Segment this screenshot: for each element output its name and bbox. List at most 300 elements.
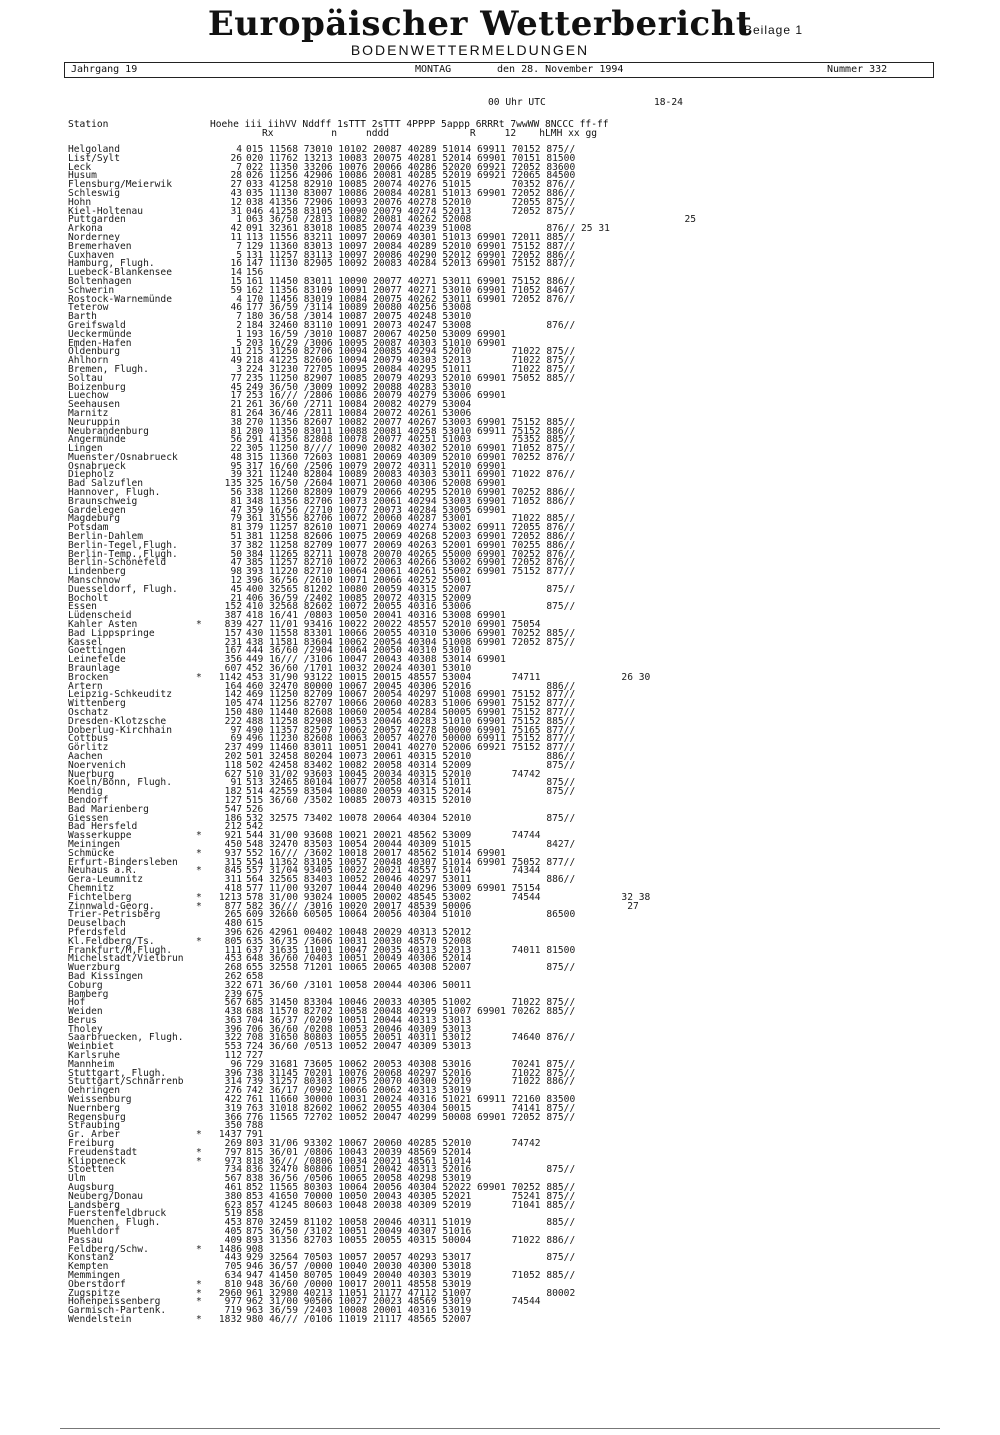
station-height: 112 <box>224 1050 242 1062</box>
station-code-groups: 704 36/37 /0209 10051 20044 40313 53013 <box>246 1014 472 1026</box>
station-height: 186 <box>224 812 242 824</box>
station-height: 39 <box>230 469 242 481</box>
station-code-groups: 658 <box>246 970 264 982</box>
station-name: Weissenburg <box>68 1094 132 1106</box>
issue-number-label: Nummer 332 <box>827 64 888 75</box>
station-name: Bendorf <box>68 794 109 806</box>
station-code-groups: 557 31/04 93405 10022 20021 48557 51014 74344 <box>246 865 541 877</box>
station-name: Cottbus <box>68 733 109 745</box>
station-height: 222 <box>224 715 242 727</box>
station-code-groups: 526 <box>246 803 264 815</box>
table-row <box>68 1111 948 1123</box>
station-table <box>68 146 948 1325</box>
station-height: 11 <box>230 231 242 243</box>
station-name: Wendelstein <box>68 1313 132 1325</box>
station-code-groups: 852 11565 80303 10064 20056 40304 52022 69901 70252 885// <box>246 1182 576 1194</box>
station-height: 1 <box>236 328 242 340</box>
station-code-groups: 729 31681 73605 10062 20053 40308 53016 70241 875// <box>246 1058 576 1070</box>
station-name: Giessen <box>68 812 109 824</box>
station-name: Muenchen, Flugh. <box>68 1217 161 1229</box>
station-code-groups: 688 11570 82702 10058 20048 40299 51007 69901 70262 885// <box>246 1006 576 1018</box>
station-height: 380 <box>224 1190 242 1202</box>
report-title: Europäischer Wetterbericht <box>207 4 753 44</box>
station-code-groups: 193 16/59 /3010 10087 20067 40250 53009 69901 <box>246 328 506 340</box>
station-code-groups: 280 11350 83011 10088 20081 40258 53010 69911 75152 886// <box>246 425 576 437</box>
station-height: 56 <box>230 487 242 499</box>
station-name: Ueckermünde <box>68 328 132 340</box>
station-code-groups: 170 11456 83019 10084 20075 40262 53011 69901 72052 876// <box>246 293 576 305</box>
station-height: 387 <box>224 610 242 622</box>
station-name: Gr. Arber <box>68 1129 120 1141</box>
station-height: 56 <box>230 434 242 446</box>
table-row <box>68 495 948 507</box>
station-height: 4 <box>236 293 242 305</box>
station-name: Berus <box>68 1014 97 1026</box>
station-height: 1142 <box>218 671 242 683</box>
station-code-groups: 184 32460 83110 10091 20073 40247 53008 876// <box>246 319 576 331</box>
station-height: 405 <box>224 1226 242 1238</box>
station-name: Manschnow <box>68 575 120 587</box>
station-height: 21 <box>230 592 242 604</box>
station-height: 623 <box>224 1199 242 1211</box>
observation-range: 18-24 <box>654 97 683 108</box>
table-row <box>68 911 948 920</box>
station-code-groups: 908 <box>246 1243 264 1255</box>
station-name: Gera-Leumnitz <box>68 874 144 886</box>
table-row <box>68 451 948 463</box>
station-height: 16 <box>230 258 242 270</box>
volume-label: Jahrgang 19 <box>71 64 138 75</box>
station-code-groups: 962 31/00 90506 10027 20023 48569 53019 74544 <box>246 1296 541 1308</box>
station-code-groups: 818 36/// /0806 10034 20021 48561 51014 <box>246 1155 472 1167</box>
table-row <box>68 293 948 305</box>
station-height: 7 <box>236 161 242 173</box>
mountain-marker: * <box>196 935 202 947</box>
station-code-groups: 131 11257 83113 10097 20086 40290 52012 69901 72052 886// <box>246 249 576 261</box>
station-code-groups: 385 11257 82710 10072 20063 40266 53002 69901 72052 876// <box>246 557 576 569</box>
station-height: 7 <box>236 240 242 252</box>
station-code-groups: 578 31/00 93024 10005 20002 48545 53002 74544 32 38 <box>246 891 651 903</box>
station-code-groups: 637 31635 11001 10047 20035 40313 52013 74011 81500 <box>246 944 576 956</box>
station-height: 366 <box>224 1111 242 1123</box>
station-name: Boizenburg <box>68 381 126 393</box>
station-code-groups: 270 11356 82607 10082 20077 40267 53003 69901 75152 885// <box>246 416 576 428</box>
station-name: Neuhaus a.R. <box>68 865 138 877</box>
station-height: 797 <box>224 1146 242 1158</box>
station-code-groups: 671 36/60 /3101 10058 20044 40306 50011 <box>246 979 472 991</box>
weekday-label: MONTAG <box>415 64 452 75</box>
station-code-groups: 418 16/41 /0803 10050 20041 40316 53008 69901 <box>246 610 506 622</box>
station-name: Aachen <box>68 750 103 762</box>
station-name: Schmücke <box>68 847 115 859</box>
station-code-groups: 648 36/60 /0403 10051 20049 40306 52014 <box>246 953 472 965</box>
station-name: Karlsruhe <box>68 1050 120 1062</box>
station-name: Nuernberg <box>68 1102 120 1114</box>
station-code-groups: 393 11220 82710 10064 20061 40261 55002 69901 75152 877// <box>246 566 576 578</box>
station-code-groups: 761 11660 30000 10031 20024 40316 51021 69911 72160 83500 <box>246 1094 576 1106</box>
station-name: Nuerburg <box>68 768 115 780</box>
station-name: Koeln/Bonn, Flugh. <box>68 777 172 789</box>
station-height: 81 <box>230 425 242 437</box>
station-code-groups: 815 36/01 /0806 10043 20039 48569 52014 <box>246 1146 472 1158</box>
station-height: 37 <box>230 539 242 551</box>
station-code-groups: 253 16/// /2806 10086 20079 40279 53006 69901 <box>246 390 506 402</box>
station-name: Schwerin <box>68 284 115 296</box>
station-code-groups: 488 11258 82908 10053 20046 40283 51010 69901 75152 885// <box>246 715 576 727</box>
supplement-label: Beilage 1 <box>744 23 804 37</box>
station-name: Osnabrueck <box>68 460 126 472</box>
station-height: 45 <box>230 583 242 595</box>
station-name: Straubing <box>68 1120 120 1132</box>
mountain-marker: * <box>196 891 202 903</box>
station-name: Lüdenscheid <box>68 610 132 622</box>
station-name: Braunlage <box>68 663 120 675</box>
station-name: Berlin-Temp.,Flugh. <box>68 548 178 560</box>
station-code-groups: 791 <box>246 1129 264 1141</box>
station-name: Doberlug-Kirchhain <box>68 724 172 736</box>
station-height: 91 <box>230 777 242 789</box>
station-height: 1832 <box>218 1313 242 1325</box>
station-name: Diepholz <box>68 469 115 481</box>
station-code-groups: 129 11360 83013 10097 20084 40289 52010 69901 75152 887// <box>246 240 576 252</box>
station-code-groups: 577 11/00 93207 10044 20040 40296 53009 69901 75154 <box>246 882 541 894</box>
station-code-groups: 626 42961 00402 10048 20029 40313 52012 <box>246 926 472 938</box>
station-name: Husum <box>68 170 97 182</box>
station-height: 1437 <box>218 1129 242 1141</box>
station-code-groups: 706 36/60 /0208 10053 20046 40309 53013 <box>246 1023 472 1035</box>
station-name: Berlin-Tegel,Flugh. <box>68 539 178 551</box>
station-code-groups: 453 31/90 93122 10015 20015 48557 53004 74711 26 30 <box>246 671 651 683</box>
station-name: Mannheim <box>68 1058 115 1070</box>
station-code-groups: 609 32660 60505 10064 20056 40304 51010 86500 <box>246 909 576 921</box>
station-height: 12 <box>230 575 242 587</box>
station-code-groups: 156 <box>246 267 264 279</box>
station-code-groups: 291 41356 82808 10078 20077 40251 51003 75352 885// <box>246 434 576 446</box>
station-code-groups: 510 31/02 93603 10045 20034 40315 52010 74742 <box>246 768 541 780</box>
table-row <box>68 920 948 929</box>
station-height: 95 <box>230 460 242 472</box>
station-name: Hohenpeissenberg <box>68 1296 161 1308</box>
station-code-groups: 063 36/50 /2813 10082 20081 40262 52008 <box>246 214 472 226</box>
table-row <box>68 568 948 577</box>
station-height: 127 <box>224 794 242 806</box>
station-name: Chemnitz <box>68 882 115 894</box>
station-name: Passau <box>68 1234 103 1246</box>
station-name: Oehringen <box>68 1085 120 1097</box>
station-code-groups: 980 46/// /0106 11019 21117 48565 52007 <box>246 1313 472 1325</box>
station-name: Berlin-Dahlem <box>68 531 144 543</box>
station-name: Oldenburg <box>68 346 120 358</box>
station-height: 150 <box>224 707 242 718</box>
station-height: 480 <box>224 918 242 930</box>
mountain-marker: * <box>196 1313 202 1325</box>
station-name: Dresden-Klotzsche <box>68 715 167 727</box>
station-height: 607 <box>224 663 242 675</box>
table-row <box>68 964 948 973</box>
station-height: 396 <box>224 1067 242 1079</box>
table-row <box>68 636 948 648</box>
table-row <box>68 1078 948 1087</box>
station-name: Bamberg <box>68 988 109 1000</box>
station-height: 810 <box>224 1278 242 1290</box>
station-code-groups: 544 31/00 93608 10021 20021 48562 53009 74744 <box>246 830 541 842</box>
station-code-groups: 738 31145 70201 10076 20068 40297 52016 71022 875// <box>246 1067 576 1079</box>
station-height: 42 <box>230 223 242 235</box>
station-code-groups: 015 11568 73010 10102 20087 40289 51014 69911 70152 875// <box>246 144 576 155</box>
mountain-marker: * <box>196 1155 202 1167</box>
station-code-groups: 857 41245 80603 10048 20038 40309 52019 71041 885// <box>246 1199 576 1211</box>
mountain-marker: * <box>196 1129 202 1141</box>
station-height: 21 <box>230 399 242 411</box>
station-code-groups: 515 36/60 /3502 10085 20073 40315 52010 <box>246 794 472 806</box>
station-code-groups: 361 31556 82706 10072 20060 40287 53001 71022 885// <box>246 513 576 525</box>
table-row <box>68 328 948 340</box>
station-code-groups: 147 11130 82905 10092 20083 40284 52013 69901 75152 887// <box>246 258 576 270</box>
station-code-groups: 635 36/35 /3606 10031 20030 48570 52008 <box>246 935 472 947</box>
station-height: 453 <box>224 1217 242 1229</box>
station-code-groups: 382 11258 82709 10077 20069 40263 52001 69901 70255 886// <box>246 539 576 551</box>
station-name: Greifswald <box>68 319 126 331</box>
table-row <box>68 1043 948 1052</box>
station-code-groups: 552 16/// /3602 10018 20017 48562 51014 69901 <box>246 847 506 859</box>
station-height: 47 <box>230 557 242 569</box>
station-height: 69 <box>230 733 242 745</box>
station-height: 111 <box>224 944 242 956</box>
table-row <box>68 1219 948 1228</box>
report-subtitle: BODENWETTERMELDUNGEN <box>350 42 590 58</box>
station-height: 438 <box>224 1006 242 1018</box>
station-height: 845 <box>224 865 242 877</box>
station-name: Neubrandenburg <box>68 425 149 437</box>
station-code-groups: 836 32470 80806 10051 20042 40313 52016 875// <box>246 1164 576 1176</box>
table-row <box>68 1313 948 1325</box>
station-height: 805 <box>224 935 242 947</box>
station-height: 105 <box>224 698 242 710</box>
mountain-marker: * <box>196 1287 202 1299</box>
station-height: 212 <box>224 821 242 833</box>
station-code-groups: 490 11357 82507 10062 20057 40278 50000 69901 75165 877// <box>246 724 576 736</box>
station-height: 322 <box>224 1032 242 1044</box>
station-name: Neuberg/Donau <box>68 1190 144 1202</box>
table-row <box>68 1008 948 1017</box>
station-height: 276 <box>224 1085 242 1097</box>
station-height: 50 <box>230 548 242 560</box>
station-name: Coburg <box>68 979 103 991</box>
station-code-groups: 542 <box>246 821 264 833</box>
station-code-groups: 338 11260 82809 10079 20066 40295 52010 69901 70252 886// <box>246 487 576 499</box>
station-code-groups: 742 36/17 /0902 10066 20062 40313 53019 <box>246 1085 472 1097</box>
mountain-marker: * <box>196 671 202 683</box>
bottom-rule <box>60 1428 940 1429</box>
station-name: Wittenberg <box>68 698 126 710</box>
station-code-groups: 038 41356 72906 10093 20076 40278 52010 72055 875// <box>246 196 576 208</box>
station-code-groups: 449 16/// /3106 10047 20043 40308 53014 69901 <box>246 654 506 666</box>
station-code-groups: 739 31257 80303 10075 20070 40300 52019 71022 886// <box>246 1076 576 1088</box>
table-row <box>68 656 948 665</box>
station-name: Arkona <box>68 223 103 235</box>
station-height: 157 <box>224 627 242 639</box>
station-code-groups: 963 36/59 /2403 10008 20001 40316 53019 <box>246 1305 472 1317</box>
station-code-groups: 317 16/60 /2506 10079 20072 40311 52010 69901 <box>246 460 506 472</box>
station-name: Rostock-Warnemünde <box>68 293 172 305</box>
observation-time: 00 Uhr UTC <box>488 97 546 108</box>
station-name: Luebeck-Blankensee <box>68 267 172 279</box>
station-code-groups: 224 31230 72705 10095 20084 40295 51011 71022 875// <box>246 363 576 375</box>
station-code-groups: 026 11256 42906 10086 20081 40285 52019 69921 72065 84500 <box>246 170 576 182</box>
station-code-groups: 410 32568 82602 10072 20055 40316 53006 875// <box>246 601 576 613</box>
station-height: 567 <box>224 997 242 1009</box>
station-height: 1 <box>236 214 242 226</box>
station-name: Weinbiet <box>68 1041 115 1053</box>
station-code-groups: 020 11762 13213 10083 20075 40281 52014 69901 70151 81500 <box>246 152 576 164</box>
station-name: Oberstdorf <box>68 1278 126 1290</box>
station-height: 48 <box>230 451 242 463</box>
station-height: 81 <box>230 495 242 507</box>
station-height: 27 <box>230 179 242 191</box>
station-height: 719 <box>224 1305 242 1317</box>
station-code-groups: 235 11250 82907 10085 20079 40293 52010 69901 75052 885// <box>246 372 576 384</box>
station-name: Hannover, Flugh. <box>68 487 161 499</box>
station-code-groups: 315 11360 72603 10081 20069 40309 52010 69901 70252 876// <box>246 451 576 463</box>
station-code-groups: 305 11250 8//// 10090 20082 40302 52010 69901 71052 875// <box>246 443 576 455</box>
station-height: 396 <box>224 926 242 938</box>
station-name: Duesseldorf, Flugh. <box>68 583 178 595</box>
station-name: Puttgarden <box>68 214 126 226</box>
table-row <box>68 319 948 331</box>
station-height: 38 <box>230 416 242 428</box>
station-code-groups: 948 36/60 /0000 10017 20011 48558 53019 <box>246 1278 472 1290</box>
station-height: 314 <box>224 1076 242 1088</box>
station-code-groups: 035 11130 83007 10086 20084 40281 51013 69901 72052 886// <box>246 187 576 199</box>
station-height: 422 <box>224 1094 242 1106</box>
station-height: 51 <box>230 531 242 543</box>
station-height: 315 <box>224 856 242 868</box>
station-height: 22 <box>230 443 242 455</box>
table-row <box>68 944 948 956</box>
station-height: 45 <box>230 381 242 393</box>
station-height: 409 <box>224 1234 242 1246</box>
station-height: 135 <box>224 478 242 490</box>
station-height: 231 <box>224 636 242 648</box>
station-name: Goettingen <box>68 645 126 657</box>
station-code-groups: 177 36/59 /3114 10089 20080 40256 53008 <box>246 302 472 314</box>
station-name: Bad Hersfeld <box>68 821 138 833</box>
station-code-groups: 554 11362 83105 10057 20048 40307 51014 69901 75052 877// <box>246 856 576 868</box>
station-name: Berlin-Schönefeld <box>68 557 167 569</box>
station-code-groups: 548 32470 83503 10054 20044 40309 51015 8427/ <box>246 838 576 850</box>
station-code-groups: 502 42458 83402 10082 20058 40314 52009 875// <box>246 759 576 771</box>
station-name: Ahlhorn <box>68 355 109 367</box>
station-height: 319 <box>224 1102 242 1114</box>
station-height: 396 <box>224 1023 242 1035</box>
station-code-groups: 384 11265 82711 10078 20070 40265 55000 69901 70252 876// <box>246 548 576 560</box>
station-name: Flensburg/Meierwik <box>68 179 172 191</box>
station-code-groups: 582 36/// /3016 10020 20017 48539 50006 27 <box>246 900 639 912</box>
station-name: Bad Lippspringe <box>68 627 155 639</box>
station-height: 46 <box>230 302 242 314</box>
station-code-groups: 444 36/60 /2904 10064 20050 40310 53010 <box>246 645 472 657</box>
station-name: Garmisch-Partenk. <box>68 1305 167 1317</box>
station-height: 17 <box>230 390 242 402</box>
station-height: 705 <box>224 1261 242 1273</box>
station-name: Augsburg <box>68 1182 115 1194</box>
station-height: 268 <box>224 962 242 974</box>
station-name: Kahler Asten <box>68 619 138 631</box>
station-name: Hohn <box>68 196 92 208</box>
station-name: Brocken <box>68 671 109 683</box>
station-height: 11 <box>230 346 242 358</box>
station-height: 164 <box>224 680 242 692</box>
table-row <box>68 381 948 393</box>
station-name: Stoetten <box>68 1164 115 1176</box>
station-name: Regensburg <box>68 1111 126 1123</box>
station-code-groups: 675 <box>246 988 264 1000</box>
station-code-groups: 249 36/50 /3009 10092 20088 40283 53010 <box>246 381 472 393</box>
station-code-groups: 033 41258 82910 10085 20074 40276 51015 70352 876// <box>246 179 576 191</box>
station-height: 182 <box>224 786 242 798</box>
station-code-groups: 359 16/56 /2710 10077 20073 40284 53005 69901 <box>246 504 506 516</box>
station-code-groups: 261 36/60 /2711 10084 20082 40279 53004 <box>246 399 472 411</box>
station-code-groups: 438 11581 83604 10062 20054 40304 51008 69901 72052 875// <box>246 636 576 648</box>
station-name: Erfurt-Bindersleben <box>68 856 178 868</box>
station-name: Görlitz <box>68 742 109 754</box>
station-name: Konstanz <box>68 1252 115 1264</box>
station-height: 311 <box>224 874 242 886</box>
issue-info-bar <box>64 62 934 78</box>
station-name: Kl.Feldberg/Ts. <box>68 935 155 947</box>
station-name: Memmingen <box>68 1270 120 1281</box>
station-height: 1486 <box>218 1243 242 1255</box>
station-name: Gardelegen <box>68 504 126 516</box>
table-row <box>68 1166 948 1175</box>
table-row <box>68 1254 948 1263</box>
station-height: 118 <box>224 759 242 771</box>
station-name: Weiden <box>68 1006 103 1018</box>
station-code-groups: 776 11565 72702 10052 20047 40299 50008 69901 72052 875// <box>246 1111 576 1123</box>
station-name: Kempten <box>68 1261 109 1273</box>
station-code-groups: 091 32361 83018 10085 20074 40239 51008 876// 25 31 <box>246 223 610 235</box>
station-code-groups: 858 <box>246 1208 264 1220</box>
station-height: 5 <box>236 249 242 261</box>
station-name: Teterow <box>68 302 109 314</box>
station-name: Angermünde <box>68 434 126 446</box>
mountain-marker: * <box>196 847 202 859</box>
station-height: 96 <box>230 1058 242 1070</box>
station-code-groups: 513 32465 80104 10077 20058 40314 51011 875// <box>246 777 576 789</box>
station-code-groups: 162 11356 83109 10091 20077 40271 53010 69901 71052 8467/ <box>246 284 576 296</box>
station-name: Pferdsfeld <box>68 926 126 938</box>
station-code-groups: 803 31/06 93302 10067 20060 40285 52010 74742 <box>246 1138 541 1150</box>
station-name: Seehausen <box>68 399 120 411</box>
station-name: Schleswig <box>68 187 120 199</box>
station-code-groups: 875 36/50 /3102 10051 20049 40307 51016 <box>246 1226 472 1238</box>
station-code-groups: 685 31450 83304 10046 20033 40305 51002 71022 875// <box>246 997 576 1009</box>
station-name: Noervenich <box>68 759 126 771</box>
station-name: Bremerhaven <box>68 240 132 252</box>
station-code-groups: 947 41450 80705 10049 20040 40303 53019 71052 885// <box>246 1270 576 1281</box>
station-code-groups: 788 <box>246 1120 264 1132</box>
station-name: Essen <box>68 601 97 613</box>
station-name: Norderney <box>68 231 120 243</box>
station-height: 59 <box>230 284 242 296</box>
station-code-groups: 022 11350 33206 10076 20066 40286 52020 69921 72052 83600 <box>246 161 576 173</box>
station-height: 43 <box>230 187 242 199</box>
table-row <box>68 372 948 384</box>
station-name: Bad Kissingen <box>68 970 144 982</box>
code-column-subheader: Rx n nddd R 12 hLMH xx gg <box>262 128 598 139</box>
station-name: Stuttgart/Schnarrenb <box>68 1076 184 1088</box>
station-height: 167 <box>224 645 242 657</box>
